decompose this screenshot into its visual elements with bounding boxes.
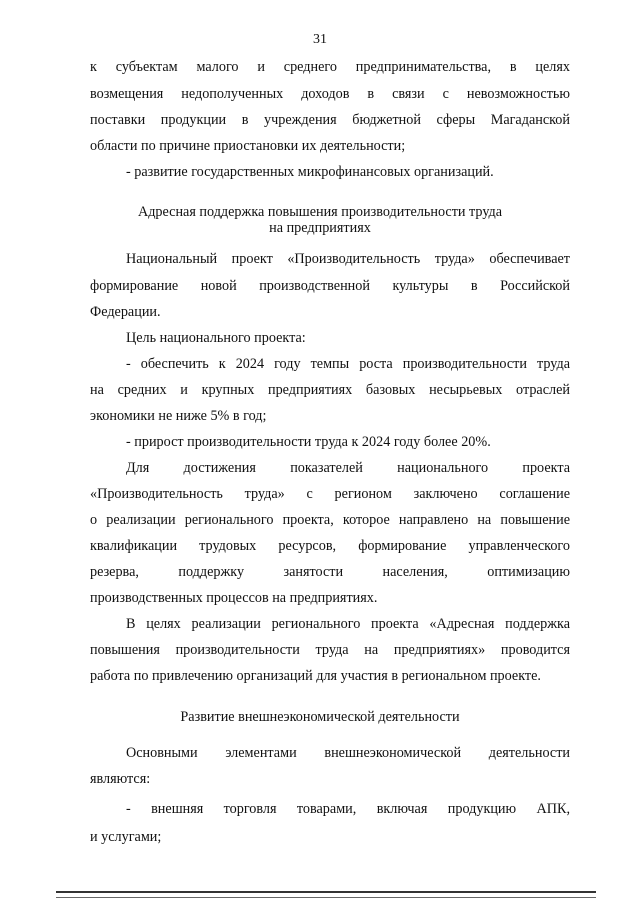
text-line: экономики не ниже 5% в год; <box>90 408 267 424</box>
text-line: квалификации трудовых ресурсов, формирование управленческого <box>90 538 570 554</box>
text-line: о реализации регионального проекта, которое направлено на повышение <box>90 512 570 528</box>
text-line: области по причине приостановки их деятельности; <box>90 138 406 154</box>
text-line: производственных процессов на предприятиях. <box>90 590 378 606</box>
text-line: Основными элементами внешнеэкономической деятельности <box>126 745 570 761</box>
text-line: повышения производительности труда на предприятиях» проводится <box>90 642 570 658</box>
scan-edge-line <box>56 897 596 898</box>
text-line: и услугами; <box>90 829 162 845</box>
text-line: к субъектам малого и среднего предпринимательства, в целях <box>90 59 570 75</box>
text-line: являются: <box>90 771 151 787</box>
scan-edge-line <box>56 891 596 893</box>
text-line: В целях реализации регионального проекта «Адресная поддержка <box>126 616 570 632</box>
bullet-item: - прирост производительности труда к 2024 году более 20%. <box>126 434 491 450</box>
text-line: Для достижения показателей национального проекта <box>126 460 570 476</box>
bullet-item: - обеспечить к 2024 году темпы роста производительности труда <box>126 356 570 372</box>
text-line: «Производительность труда» с регионом заключено соглашение <box>90 486 570 502</box>
text-line: возмещения недополученных доходов в связи с невозможностью <box>90 86 570 102</box>
text-line: резерва, поддержку занятости населения, оптимизацию <box>90 564 570 580</box>
text-line: работа по привлечению организаций для участия в региональном проекте. <box>90 668 541 684</box>
section-heading: Развитие внешнеэкономической деятельности <box>180 709 460 725</box>
section-heading: Адресная поддержка повышения производительности труда <box>137 204 503 220</box>
bullet-item: - внешняя торговля товарами, включая продукцию АПК, <box>126 801 570 817</box>
text-line: поставки продукции в учреждения бюджетной сферы Магаданской <box>90 112 570 128</box>
text-line: Федерации. <box>90 304 161 320</box>
section-heading: на предприятиях <box>269 220 371 236</box>
text-line: формирование новой производственной культуры в Российской <box>90 278 570 294</box>
page-number: 31 <box>313 32 327 47</box>
text-line: на средних и крупных предприятиях базовых несырьевых отраслей <box>90 382 570 398</box>
text-line: Цель национального проекта: <box>126 330 306 346</box>
bullet-item: - развитие государственных микрофинансовых организаций. <box>126 164 494 180</box>
text-line: Национальный проект «Производительность труда» обеспечивает <box>126 251 570 267</box>
